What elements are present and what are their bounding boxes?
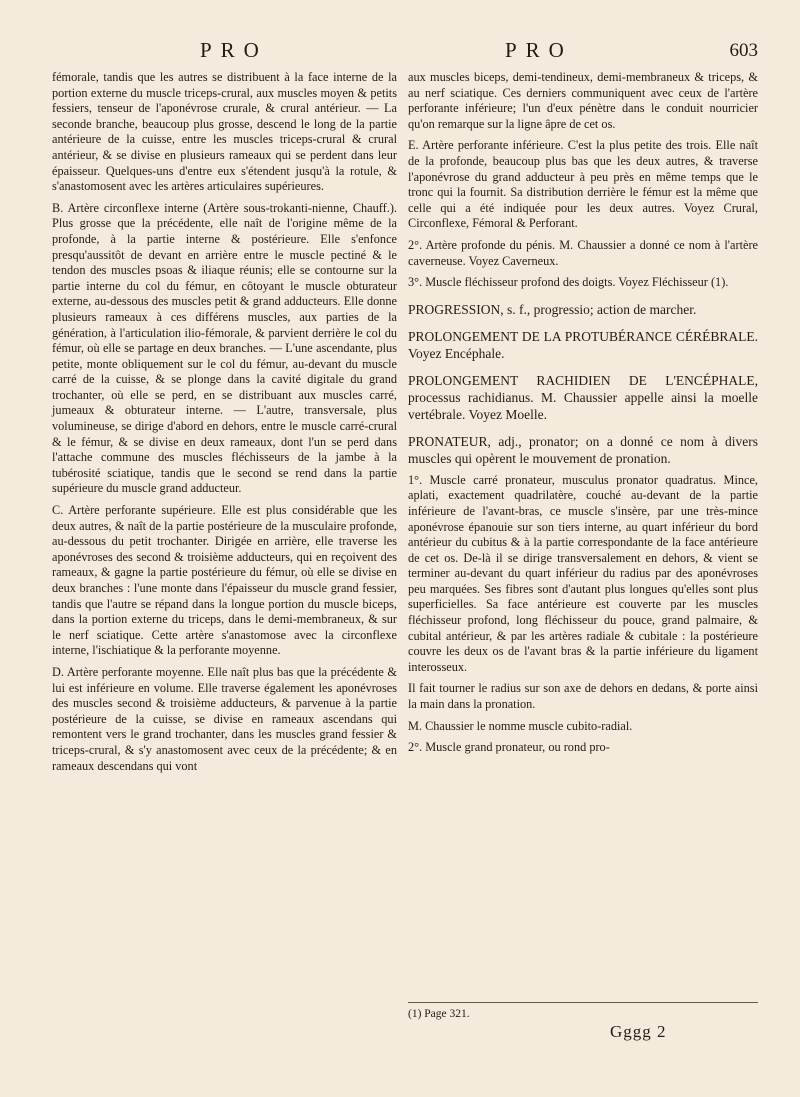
paragraph: aux muscles biceps, demi-tendineux, demi-membraneux & triceps, & au nerf sciatique. Ces derniers communiquent avec ceux de l'artère perforante inférieure; l'un d'eux pénètre dans le conduit nourricier qu'on remarque sur la ligne âpre de cet os.: [408, 70, 758, 131]
paragraph: D. Artère perforante moyenne. Elle naît plus bas que la précédente & lui est inférieure en volume. Elle traverse également les aponévroses des muscles second & troisième adducteurs, & parvenue à la partie postérieure de la cuisse, se divise en rameaux ascendans qui remontent vers le grand trochanter, dans les muscles grand fessier & triceps-crural, & s'y anastomosent avec ceux de la précédente; & en rameaux descendans qui vont: [52, 664, 397, 773]
dictionary-entry: PROGRESSION, s. f., progressio; action de marcher.: [408, 301, 697, 317]
paragraph: E. Artère perforante inférieure. C'est la plus petite des trois. Elle naît de la profonde, beaucoup plus bas que les deux autres, & traverse l'aponévrose du grand adducteur à peu près en même temps que le tronc qui la fournit. Sa distribution derrière le fémur est la même que celle qui a été indiquée pour les deux autres. Voyez Crural, Circonflexe, Fémoral & Perforant.: [408, 138, 758, 231]
left-column: [52, 70, 397, 774]
paragraph: C. Artère perforante supérieure. Elle est plus considérable que les deux autres, & naît de la partie postérieure de la musculaire profonde, au-dessous du petit trochanter. Dirigée en arrière, elle traverse les aponévroses des second & troisième adducteurs, qui en reçoivent des rameaux, & gagne la partie postérieure du fémur, où elle se divise en deux branches : l'une monte dans l'épaisseur du muscle grand fessier, tandis que l'autre se répand dans la longue portion du muscle biceps, dans la portion externe du triceps, dans le demi-membraneux, & sur le nerf sciatique. Cette artère s'anastomose avec la circonflexe interne, l'ischiatique & la perforante moyenne.: [52, 503, 397, 658]
paragraph: B. Artère circonflexe interne (Artère sous-trokanti-nienne, Chauff.). Plus grosse que la précédente, elle naît de l'origine même de la profonde, à la partie interne & postérieure. Elle s'enfonce presqu'aussitôt de devant en arrière entre le muscle pectiné & le tendon des muscles psoas & iliaque réunis; elle se contourne sur la partie interne du col du fémur, en côtoyant le muscle obturateur externe, au-dessous des muscles petit & grand adducteurs. Elle donne plusieurs rameaux à ces différens muscles, aux parties de la génération, à l'articulation ilio-fémorale, & parvient derrière le col du fémur, où elle se partage en deux branches. — L'une ascendante, plus petite, monte obliquement sur le col du fémur, au-devant du muscle carré de la cuisse, & se plonge dans la cavité digitale du grand trochanter, où elle se perd, en se distribuant aux muscles carré, jumeaux & obturateur interne. — L'autre, transversale, plus volumineuse, se dirige d'abord en dehors, entre le muscle carré-crural & le fémur, & se divise en deux rameaux, dont l'un se perd dans l'attache commune des muscles fléchisseurs de la jambe à la tubérosité sciatique, tandis que le second se rend dans la partie supérieure du muscle grand adducteur.: [52, 200, 397, 496]
dictionary-entry: PROLONGEMENT DE LA PROTUBÉRANCE CÉRÉBRALE. Voyez Encéphale.: [408, 328, 758, 361]
paragraph: 3°. Muscle fléchisseur profond des doigts. Voyez Fléchisseur (1).: [408, 275, 729, 290]
paragraph: 2°. Artère profonde du pénis. M. Chaussier a donné ce nom à l'artère caverneuse. Voyez Caverneux.: [408, 237, 758, 268]
footnote: (1) Page 321.: [408, 1002, 758, 1021]
running-header: [0, 38, 800, 68]
paragraph: fémorale, tandis que les autres se distribuent à la face interne de la portion externe du muscle triceps-crural, aux muscles moyen & petits fessiers, tenseur de l'aponévrose crurale, & crural antérieur. — La seconde branche, beaucoup plus grosse, descend le long de la partie antérieure de la cuisse, entre les muscles triceps-crural & crural antérieur, & se divise en plusieurs rameaux qui se perdent dans leur épaisseur. Quelques-uns d'entre eux s'étendent jusqu'à la rotule, & s'anastomosent avec les artères articulaires supérieures.: [52, 70, 397, 194]
paragraph: M. Chaussier le nomme muscle cubito-radial.: [408, 718, 633, 733]
header-left: PRO: [200, 38, 268, 62]
page-number: 603: [729, 40, 758, 61]
right-column: [408, 70, 758, 756]
paragraph: Il fait tourner le radius sur son axe de dehors en dedans, & porte ainsi la main dans la pronation.: [408, 681, 758, 712]
dictionary-entry: PROLONGEMENT RACHIDIEN DE L'ENCÉPHALE, processus rachidianus. M. Chaussier appelle ainsi la moelle vertébrale. Voyez Moelle.: [408, 372, 758, 422]
signature-mark: Gggg 2: [610, 1022, 667, 1041]
paragraph: 2°. Muscle grand pronateur, ou rond pro-: [408, 740, 610, 755]
dictionary-entry: PRONATEUR, adj., pronator; on a donné ce nom à divers muscles qui opèrent le mouvement de pronation.: [408, 433, 758, 466]
paragraph: 1°. Muscle carré pronateur, musculus pronator quadratus. Mince, aplati, exactement quadrilatère, couché au-devant de la partie inférieure de l'avant-bras, ce muscle s'insère, par une très-mince aponévrose épanouie sur son tiers interne, au quart inférieur du bord antérieur du cubitus & à la partie correspondante de la face antérieure de cet os. De-là il se dirige transversalement en dehors, & vient se terminer au-devant du quart inférieur du radius par des aponévroses peu marquées. Ses fibres sont d'autant plus longues qu'elles sont plus superficielles. Sa face antérieure est couverte par les muscles fléchisseur profond, long fléchisseur du pouce, grand palmaire, & cubital antérieur, & par les artères radiale & cubitale : la postérieure couvre les deux os de l'avant bras & la partie inférieure du ligament interosseux.: [408, 472, 758, 674]
header-right: PRO: [505, 38, 573, 62]
